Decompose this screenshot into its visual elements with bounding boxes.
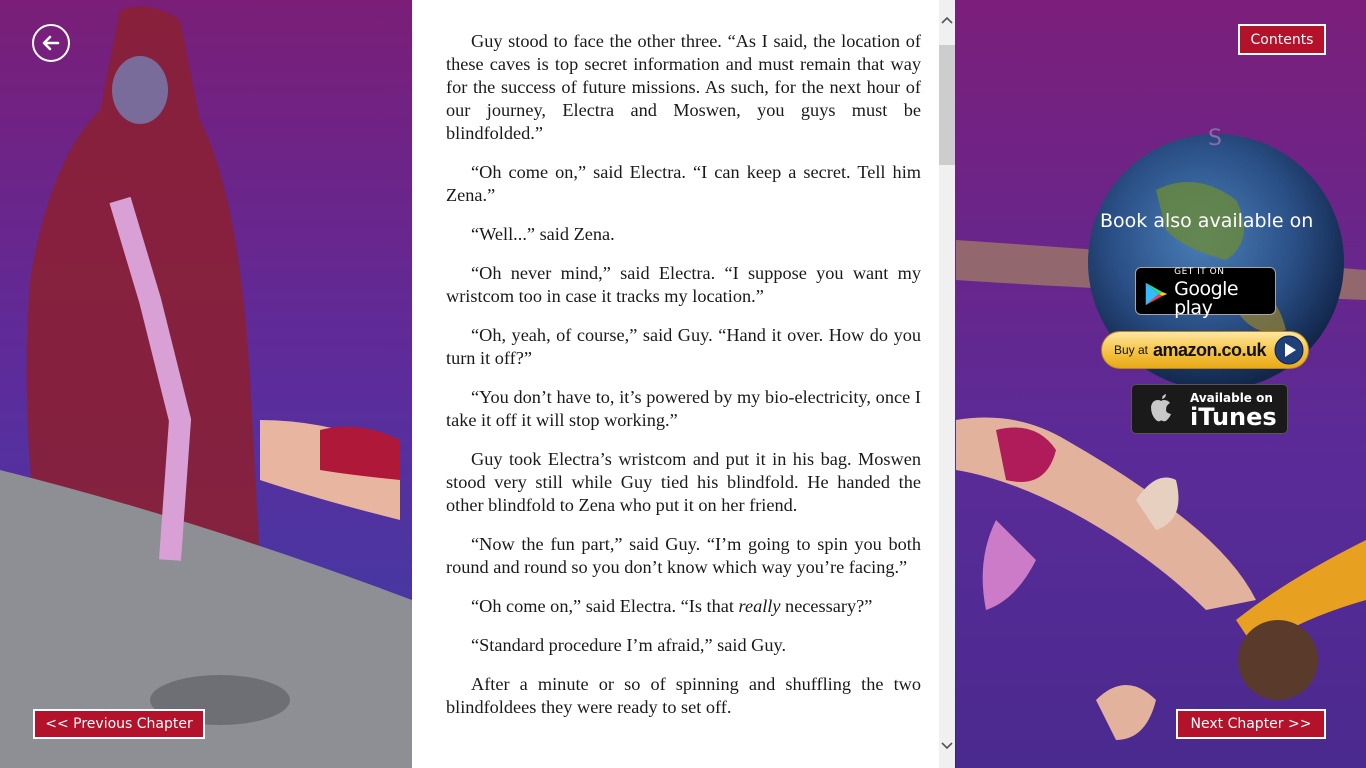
google-play-top-text: GET IT ON — [1174, 267, 1225, 277]
reader-pane[interactable] — [412, 0, 955, 768]
play-arrow-icon — [1274, 335, 1304, 365]
amazon-prefix-text: Buy at — [1114, 343, 1149, 357]
paragraph-text: necessary?” — [780, 596, 873, 616]
paragraph: “Well...” said Zena. — [471, 224, 615, 244]
paragraph: “Standard procedure I’m afraid,” said Guy. — [471, 635, 787, 655]
itunes-top-text: Available on — [1190, 390, 1273, 405]
scroll-down-arrow-icon[interactable] — [939, 736, 955, 756]
amazon-main-text: amazon.co.uk — [1153, 339, 1267, 360]
availability-label: Book also available on — [1100, 210, 1314, 232]
apple-icon — [1146, 393, 1176, 425]
scroll-up-arrow-icon[interactable] — [939, 10, 955, 30]
paragraph: “Oh never mind,” said Electra. “I suppose you want my wristcom too in case it tracks my location.” — [446, 263, 921, 306]
vertical-scrollbar[interactable] — [939, 0, 955, 768]
google-play-icon — [1142, 279, 1170, 309]
paragraph-text: “Oh come on,” said Electra. “Is that — [471, 596, 739, 616]
svg-text:S: S — [1208, 126, 1222, 151]
emphasis-text: really — [738, 596, 781, 616]
google-play-badge[interactable] — [1135, 267, 1276, 319]
itunes-badge[interactable] — [1131, 384, 1288, 434]
paragraph — [446, 595, 921, 618]
paragraph: Guy stood to face the other three. “As I said, the location of these caves is top secret information and must remain that way for the success of future missions. As such, for the next hour of our journey, Electra and Moswen, you guys must be blindfolded.” — [446, 31, 921, 143]
paragraph: After a minute or so of spinning and shuffling the two blindfoldees they were ready to set off. — [446, 674, 921, 717]
back-button[interactable] — [32, 24, 70, 62]
amazon-badge[interactable] — [1101, 331, 1309, 369]
back-arrow-icon — [40, 32, 62, 54]
google-play-main-text: Google play — [1174, 278, 1239, 319]
chapter-text — [446, 30, 921, 735]
scroll-thumb[interactable] — [939, 45, 955, 165]
paragraph: “You don’t have to, it’s powered by my bio-electricity, once I take it off it will stop working.” — [446, 387, 921, 430]
paragraph: “Oh come on,” said Electra. “I can keep a secret. Tell him Zena.” — [446, 162, 921, 205]
paragraph: “Now the fun part,” said Guy. “I’m going to spin you both round and round so you don’t know which way you’re facing.” — [446, 534, 921, 577]
next-chapter-button[interactable]: Next Chapter >> — [1176, 709, 1326, 739]
paragraph: “Oh, yeah, of course,” said Guy. “Hand it over. How do you turn it off?” — [446, 325, 921, 368]
contents-button[interactable]: Contents — [1238, 24, 1326, 55]
cover-art-left — [0, 0, 412, 768]
itunes-main-text: iTunes — [1190, 402, 1277, 431]
paragraph: Guy took Electra’s wristcom and put it in his bag. Moswen stood very still while Guy tied his blindfold. He handed the other blindfold to Zena who put it on her friend. — [446, 449, 921, 515]
previous-chapter-button[interactable]: << Previous Chapter — [33, 709, 205, 739]
